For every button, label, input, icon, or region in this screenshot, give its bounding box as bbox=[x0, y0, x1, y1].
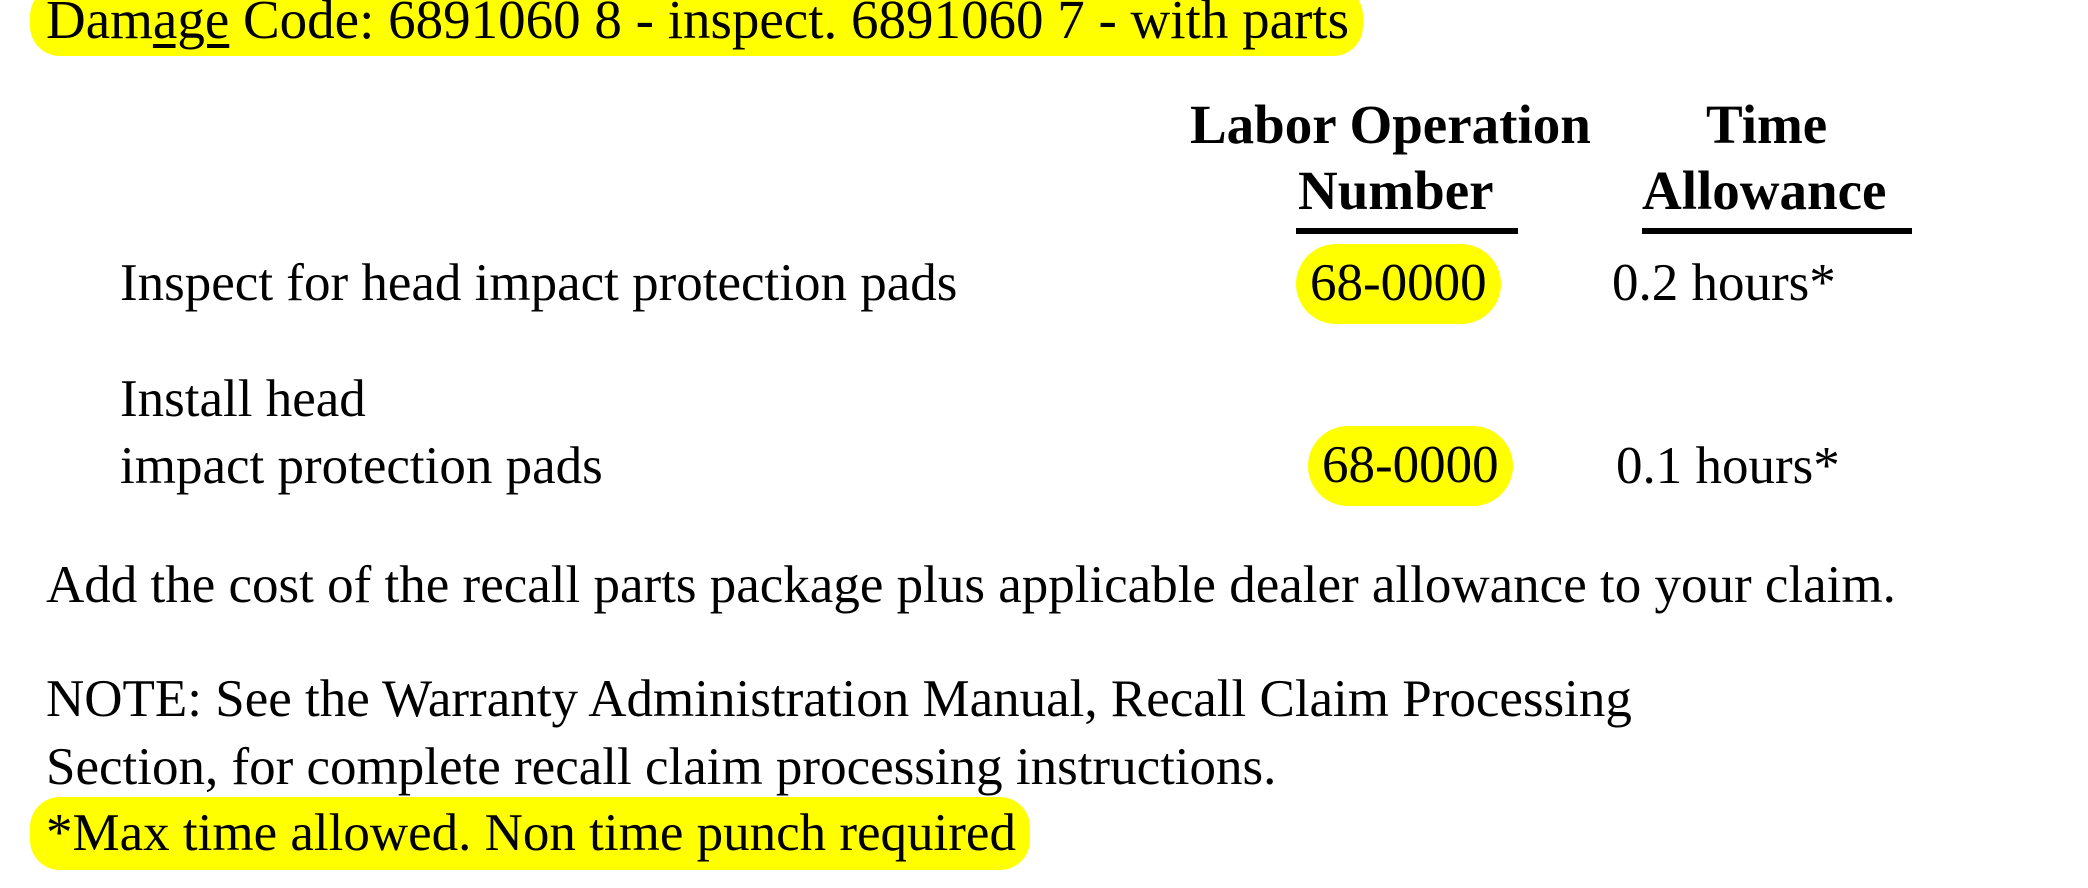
row1-labor-op: 68-0000 bbox=[1296, 244, 1501, 324]
claim-instruction: Add the cost of the recall parts package plus applicable dealer allowance to your claim. bbox=[46, 556, 1896, 614]
damage-code-line bbox=[30, 0, 1363, 56]
row1-time: 0.2 hours* bbox=[1612, 254, 1836, 312]
labor-op-header-line2: Number bbox=[1298, 160, 1494, 221]
row1-description: Inspect for head impact protection pads bbox=[120, 254, 958, 312]
labor-op-header-rule bbox=[1296, 228, 1518, 234]
damage-code-underlined: age bbox=[152, 0, 230, 50]
labor-op-header-line1: Labor Operation bbox=[1190, 94, 1591, 155]
row2-time: 0.1 hours* bbox=[1616, 437, 1840, 495]
max-time-note: *Max time allowed. Non time punch required bbox=[30, 797, 1030, 870]
damage-code-prefix: Dam bbox=[46, 0, 153, 50]
time-header-rule bbox=[1642, 228, 1912, 234]
row2-description-line2: impact protection pads bbox=[120, 437, 603, 495]
row2-labor-op: 68-0000 bbox=[1308, 426, 1513, 506]
damage-code-rest: Code: 6891060 8 - inspect. 6891060 7 - with parts bbox=[229, 0, 1349, 50]
row2-description-line1: Install head bbox=[120, 370, 366, 428]
note-line2: Section, for complete recall claim processing instructions. bbox=[46, 738, 1277, 796]
time-header-line2: Allowance bbox=[1642, 160, 1887, 221]
note-line1: NOTE: See the Warranty Administration Manual, Recall Claim Processing bbox=[46, 670, 1632, 728]
time-header-line1: Time bbox=[1706, 94, 1828, 155]
